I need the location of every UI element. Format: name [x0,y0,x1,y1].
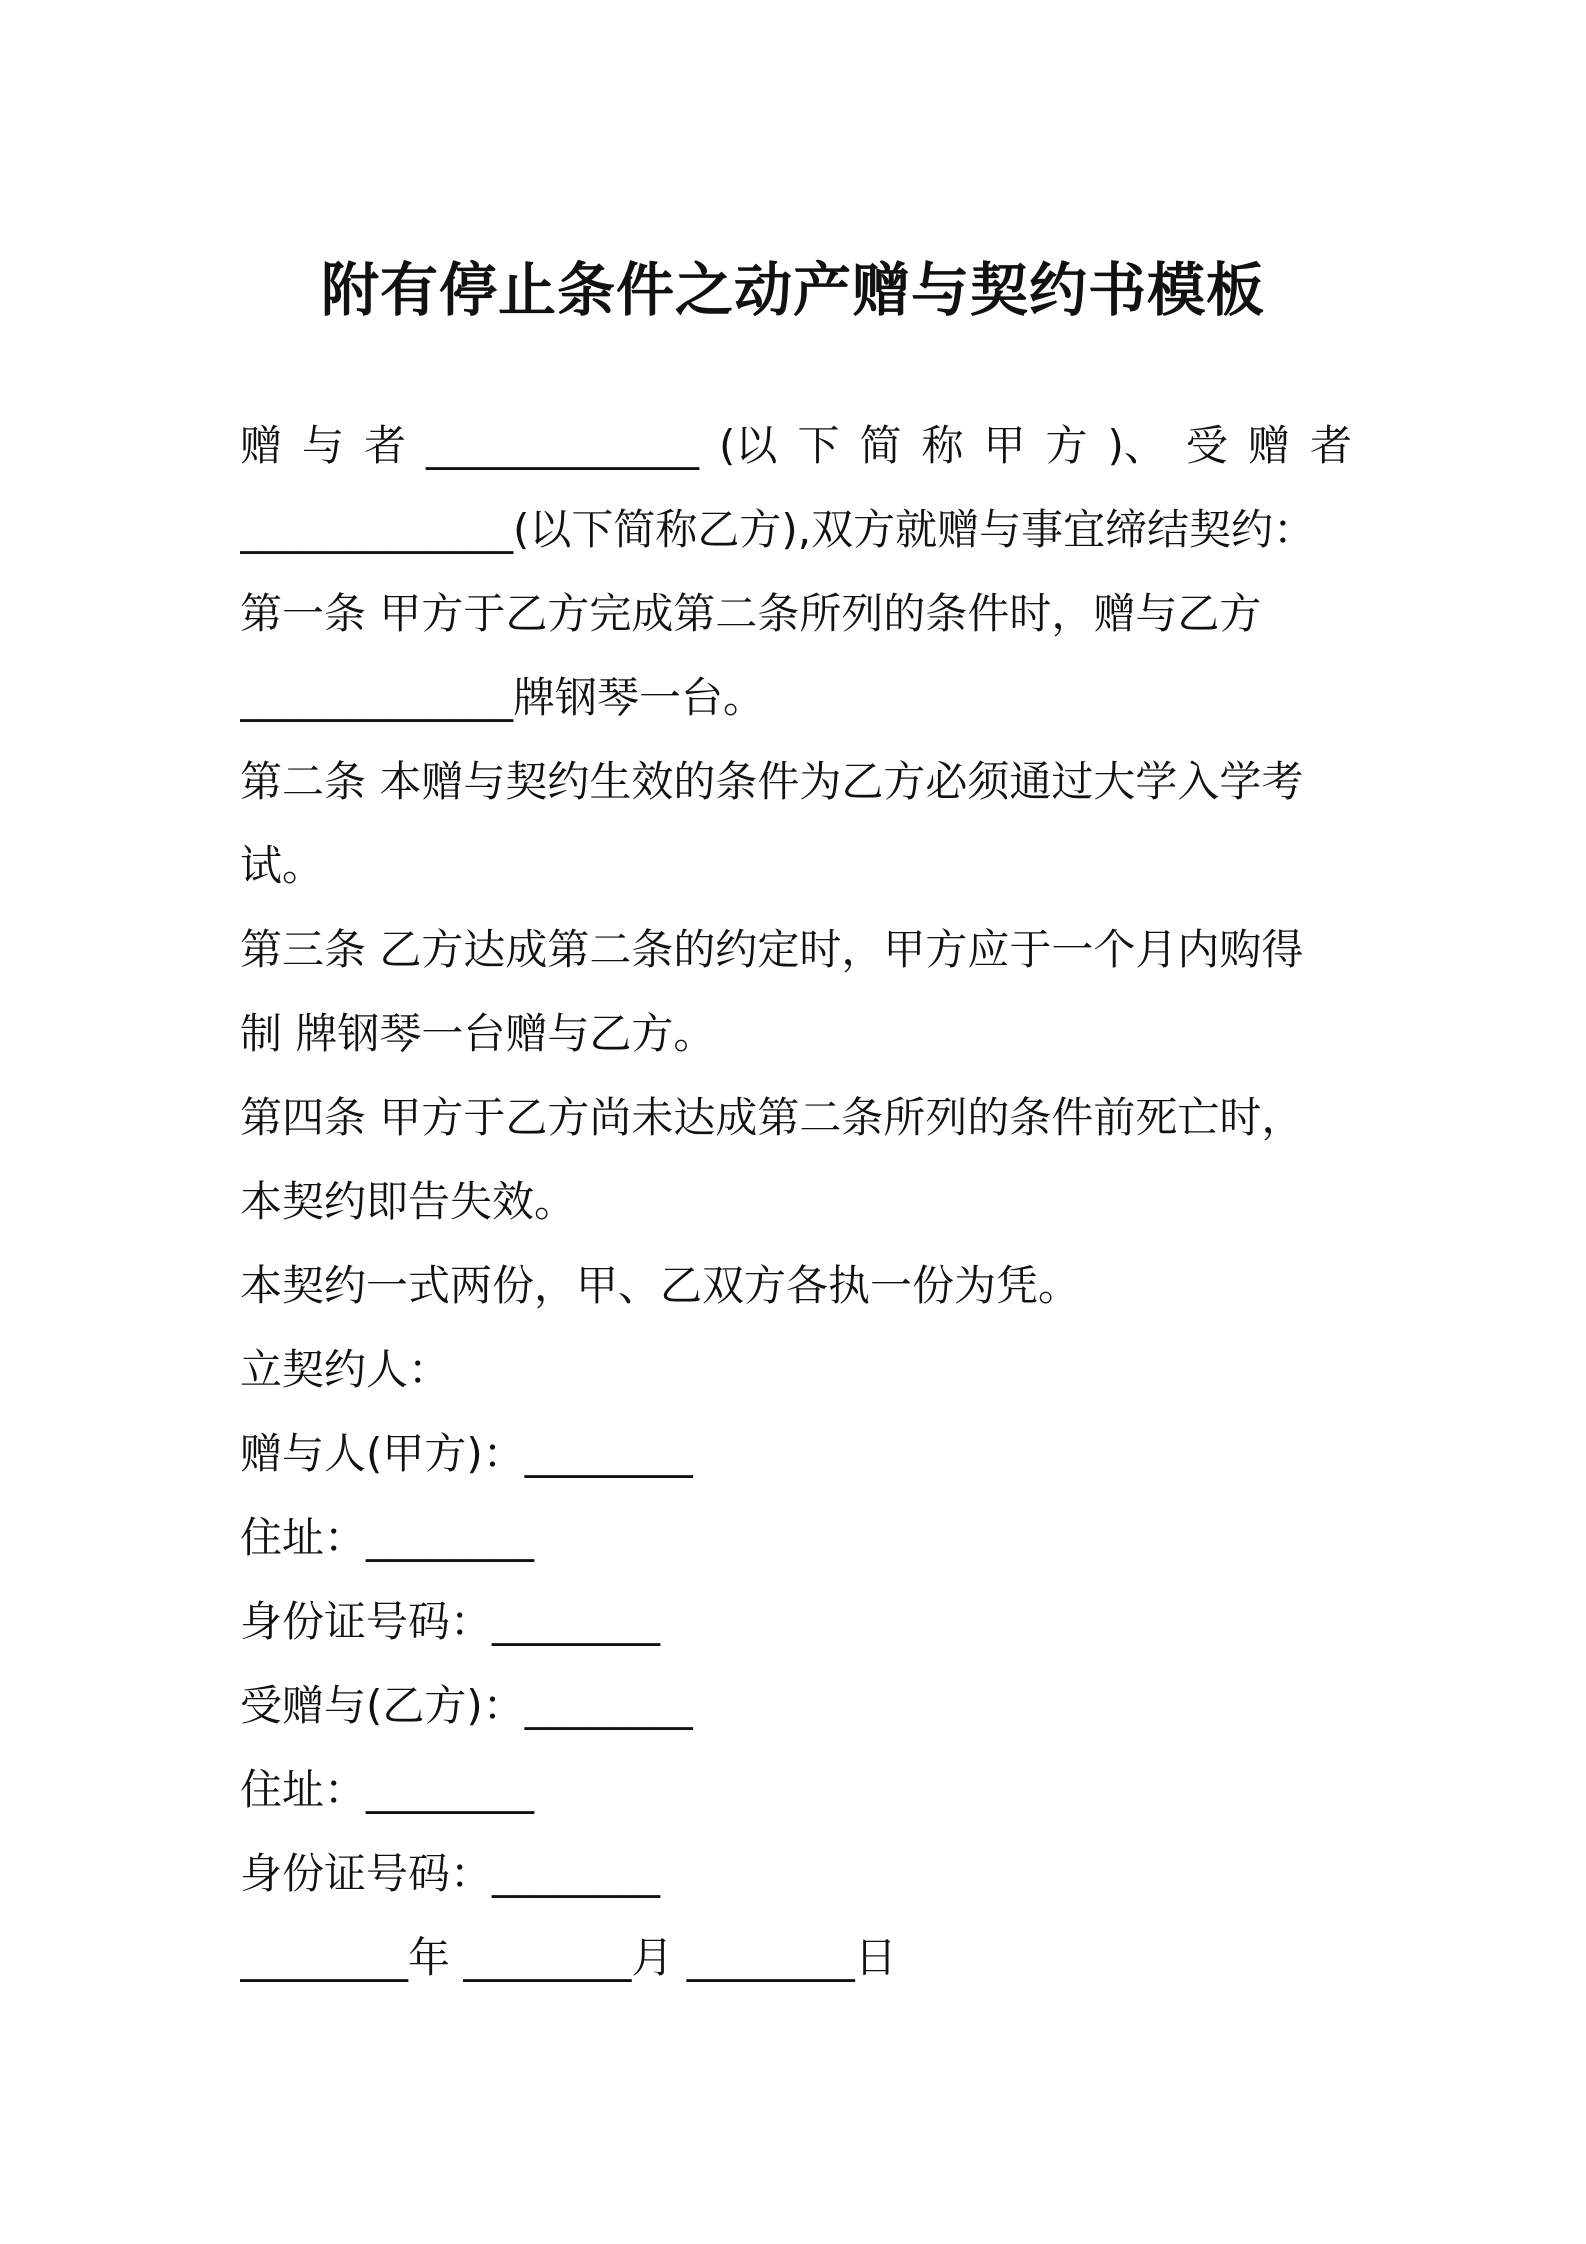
date-field: ________年 ________月 ________日 [240,1933,897,1982]
document-title: 附有停止条件之动产赠与契约书模板 [320,256,1265,324]
article-1-line-1 [240,572,1352,656]
blank-field: _____________ [426,421,700,470]
article-4-line-1: 第四条 甲方于乙方尚未达成第二条所列的条件前死亡时， [240,1093,1304,1142]
text-segment: 方 [1045,421,1088,470]
donor-name-field: 赠与人(甲方)：________ [240,1429,693,1478]
document-body [240,404,1352,2000]
clause-parties-line-1 [240,404,1352,488]
article-1-line-2: _____________牌钢琴一台。 [240,673,766,722]
donee-name-field: 受赠与(乙方)：________ [240,1681,693,1730]
article-4-line-2: 本契约即告失效。 [240,1177,577,1226]
signatories-heading: 立契约人： [240,1345,451,1394]
text-segment: )、 [1107,421,1166,470]
text-segment: 赠 [240,421,283,470]
text-segment: 简 [859,421,902,470]
article-3-line-1: 第三条 乙方达成第二条的约定时，甲方应于一个月内购得 [240,925,1304,974]
article-3-line-2: 制 牌钢琴一台赠与乙方。 [240,1009,716,1058]
text-segment: 称 [921,421,964,470]
text-segment: 第一条 甲方于乙方完成第二条所列的条件时，赠与乙方 [240,589,1262,638]
text-segment: 者 [1309,421,1352,470]
donee-address-field: 住址：________ [240,1765,535,1814]
text-segment: 者 [364,421,407,470]
donor-id-field: 身份证号码：________ [240,1597,661,1646]
text-segment: (以 [719,421,778,470]
clause-parties-line-2: _____________(以下简称乙方),双方就赠与事宜缔结契约： [240,505,1316,554]
copies-clause: 本契约一式两份，甲、乙双方各执一份为凭。 [240,1261,1081,1310]
text-segment: 与 [302,421,345,470]
text-segment: 受 [1185,421,1228,470]
text-segment: 赠 [1247,421,1290,470]
donor-address-field: 住址：________ [240,1513,535,1562]
text-segment: 甲 [983,421,1026,470]
text-segment: 下 [797,421,840,470]
article-2-line-2: 试。 [240,841,325,890]
article-2-line-1: 第二条 本赠与契约生效的条件为乙方必须通过大学入学考 [240,757,1304,806]
donee-id-field: 身份证号码：________ [240,1849,661,1898]
